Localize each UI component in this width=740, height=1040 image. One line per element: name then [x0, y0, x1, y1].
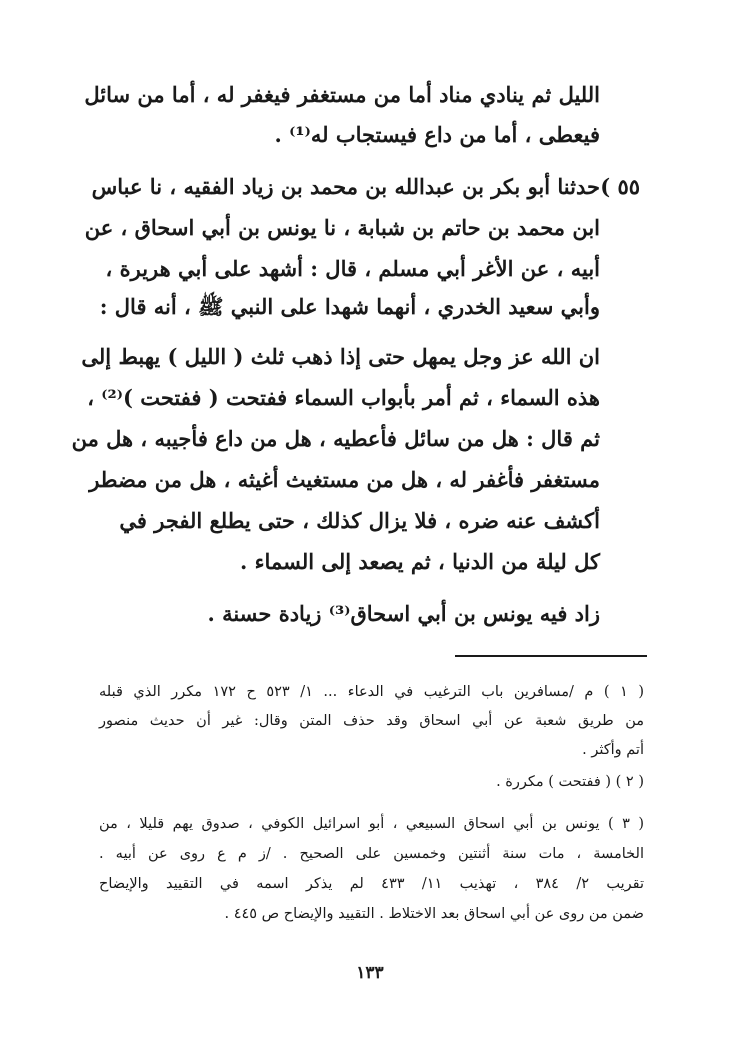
footnote-line: ( ٣ ) يونس بن أبي اسحاق السبيعي ، أبو اسرائيل الكوفي ، صدوق يهم قليلا ، من: [99, 816, 644, 832]
footnote-line: ضمن من روى عن أبي اسحاق بعد الاختلاط . التقييد والإيضاح ص ٤٤٥ .: [224, 906, 644, 922]
text-line: أبيه ، عن الأغر أبي مسلم ، قال : أشهد على أبي هريرة ،: [105, 256, 600, 281]
text-line: حدثنا أبو بكر بن عبدالله بن محمد بن زياد الفقيه ، نا عباس: [91, 174, 600, 199]
text-line: ان الله عز وجل يمهل حتى إذا ذهب ثلث ( الليل ) يهبط إلى: [81, 344, 600, 369]
page-number: ١٣٣: [356, 963, 384, 983]
text-line: أكشف عنه ضره ، فلا يزال كذلك ، حتى يطلع الفجر في: [119, 508, 600, 533]
text-line: هذه السماء ، ثم أمر بأبواب السماء ففتحت ( ففتحت )⁽²⁾ ،: [87, 385, 600, 410]
footnote-line: من طريق شعبة عن أبي اسحاق وقد حذف المتن وقال: غير أن حديث منصور: [99, 713, 644, 729]
footnote-separator: [455, 655, 647, 657]
footnote-line: تقريب ٢/ ٣٨٤ ، تهذيب ١١/ ٤٣٣ لم يذكر اسمه في التقييد والإيضاح: [99, 876, 644, 892]
text-line: وأبي سعيد الخدري ، أنهما شهدا على النبي ﷺ ، أنه قال :: [99, 294, 600, 319]
text-line: زاد فيه يونس بن أبي اسحاق⁽³⁾ زيادة حسنة .: [207, 601, 600, 626]
text-line: الليل ثم ينادي مناد أما من مستغفر فيغفر له ، أما من سائل: [84, 82, 600, 107]
text-line: فيعطى ، أما من داع فيستجاب له⁽¹⁾ .: [274, 122, 600, 147]
footnote-line: ( ١ ) م /مسافرين باب الترغيب في الدعاء ... ١/ ٥٢٣ ح ١٧٢ مكرر الذي قبله: [99, 684, 644, 700]
text-line: ثم قال : هل من سائل فأعطيه ، هل من داع فأجيبه ، هل من: [71, 426, 600, 451]
text-line: مستغفر فأغفر له ، هل من مستغيث أغيثه ، هل من مضطر: [89, 467, 600, 492]
text-line: كل ليلة من الدنيا ، ثم يصعد إلى السماء .: [240, 549, 600, 574]
footnote-line: أتم وأكثر .: [582, 742, 644, 758]
footnote-line: ( ٢ ) ( ففتحت ) مكررة .: [496, 774, 644, 790]
text-line: ابن محمد بن حاتم بن شبابة ، نا يونس بن أبي اسحاق ، عن: [84, 215, 600, 240]
hadith-number: ٥٥ ): [600, 174, 640, 199]
footnote-line: الخامسة ، مات سنة أثنتين وخمسين على الصحيح . /ز م ع روى عن أبيه .: [99, 846, 644, 862]
